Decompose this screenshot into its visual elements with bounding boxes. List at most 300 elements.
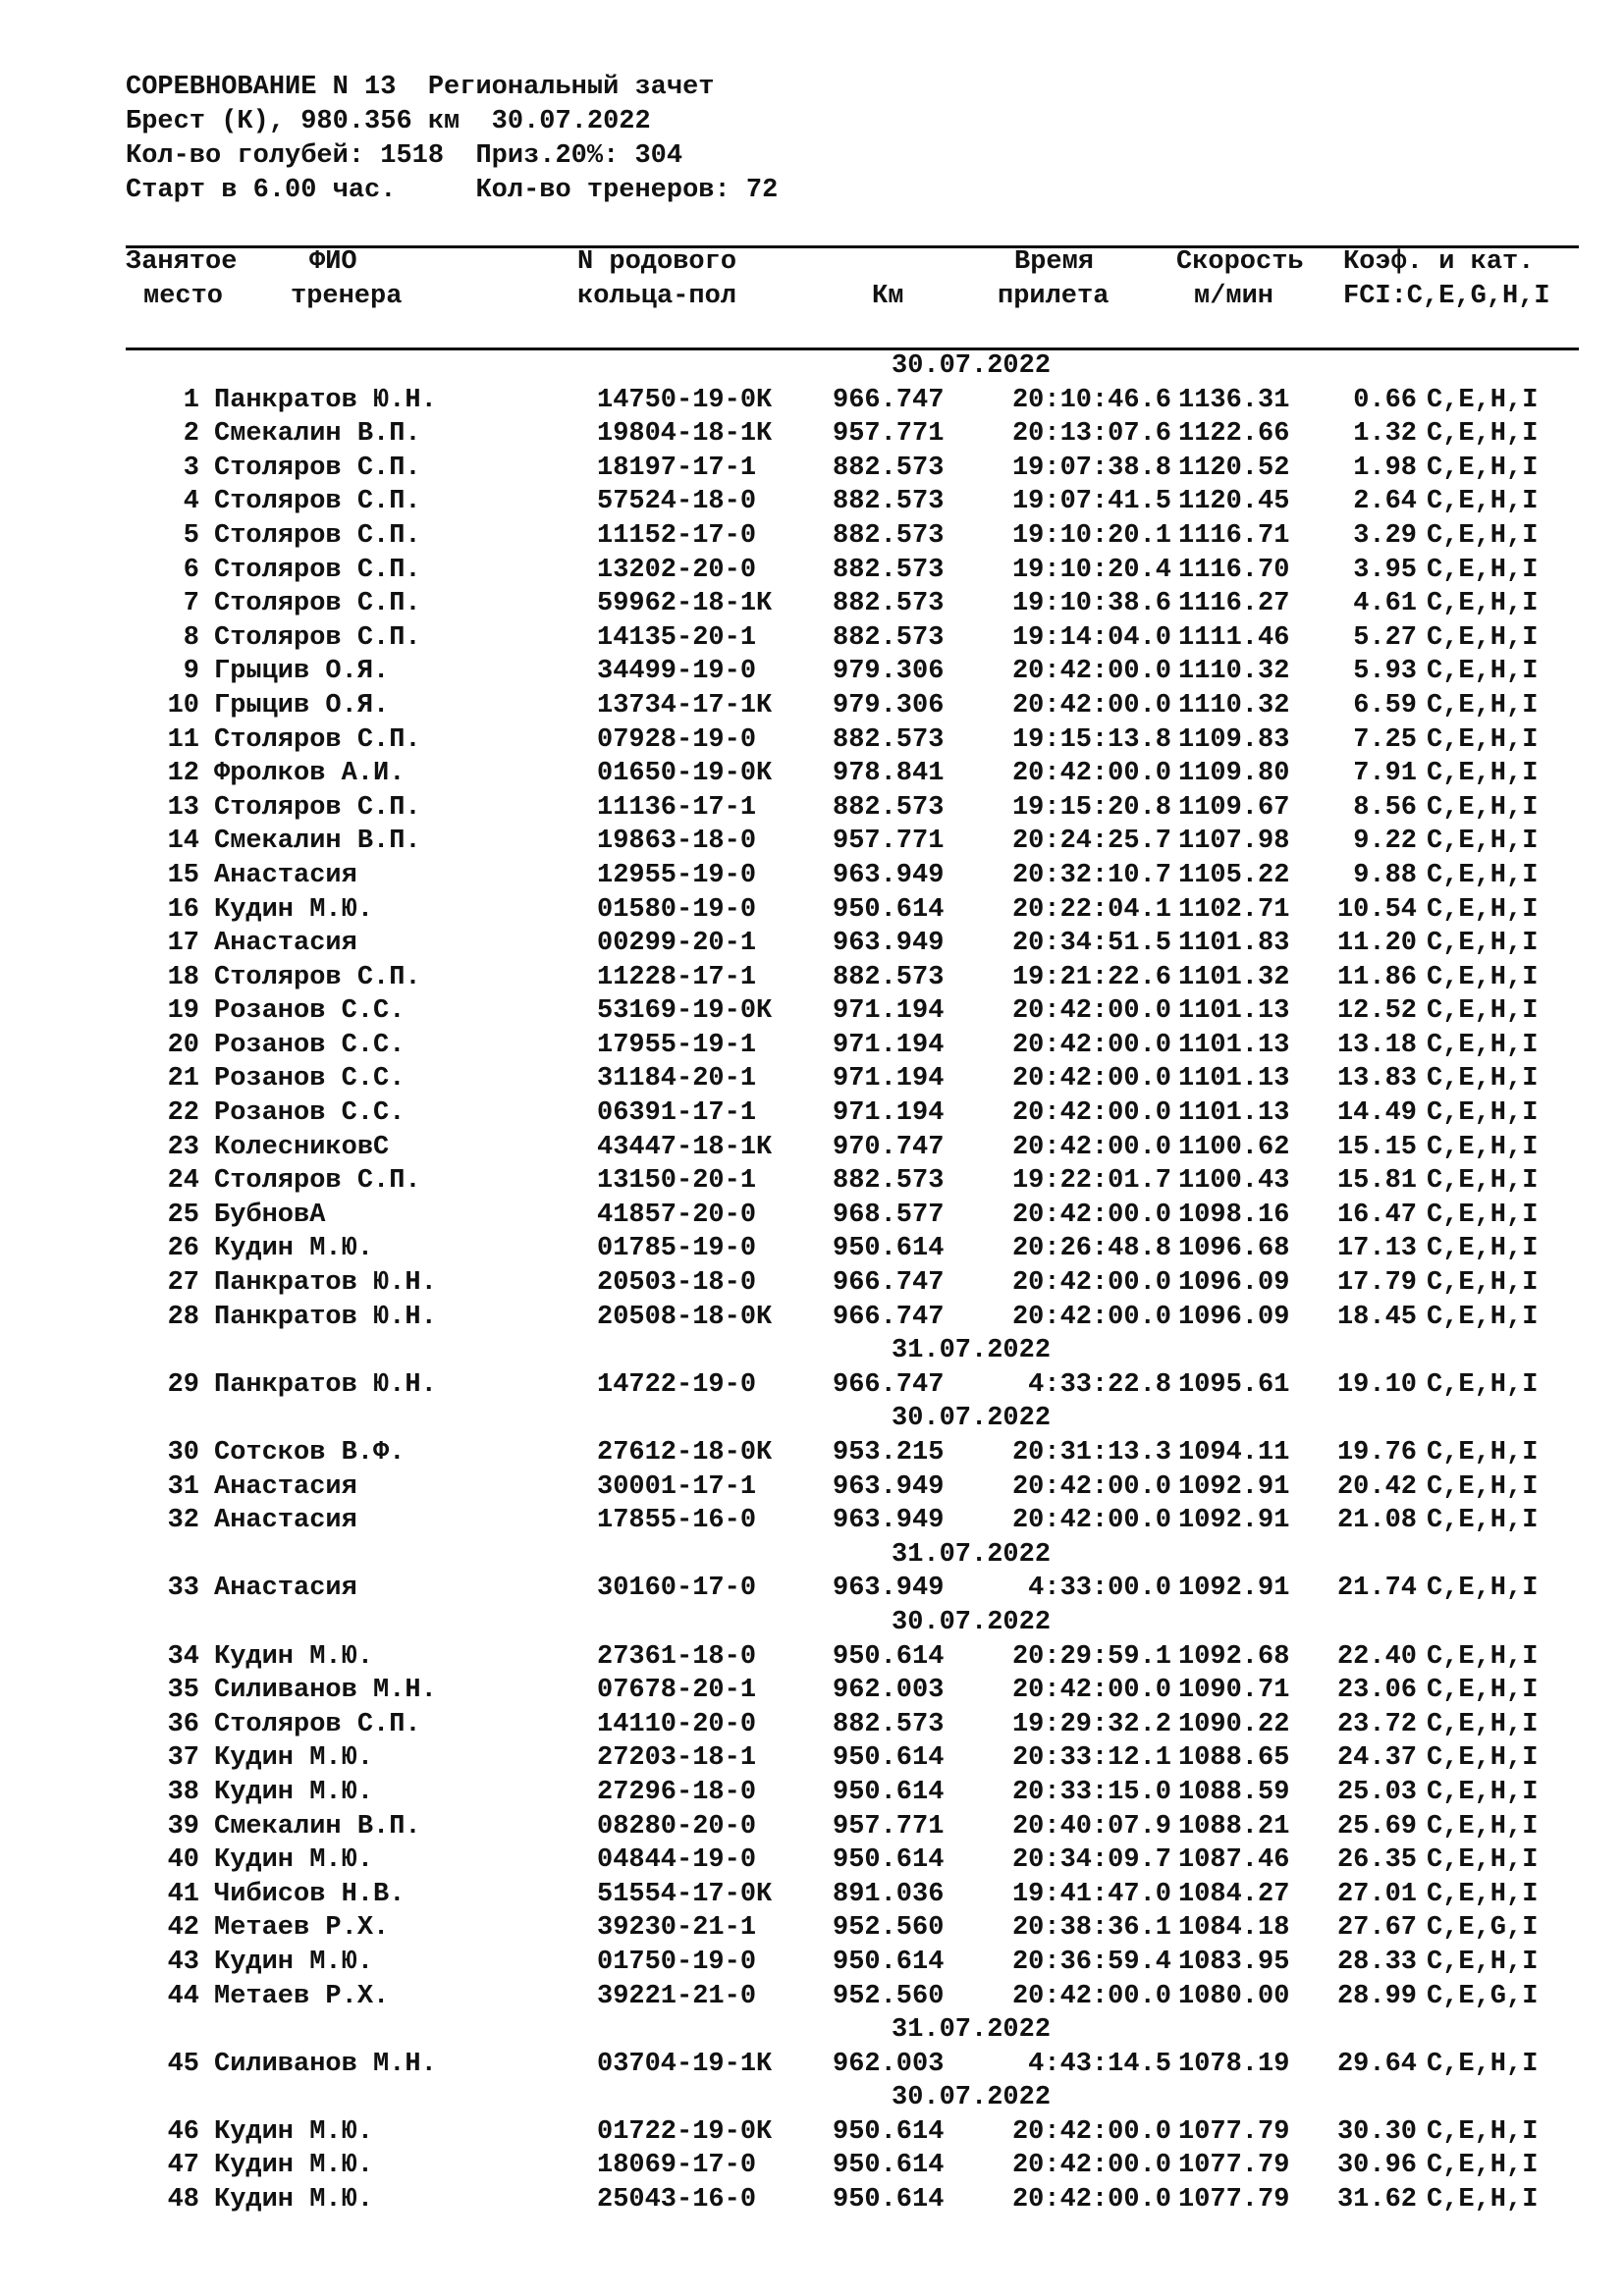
coefficient-cell: 14.49 bbox=[1336, 1098, 1417, 1129]
place-cell: 37 bbox=[167, 1743, 199, 1774]
arrival-time-cell: 19:14:04.0 bbox=[1011, 622, 1171, 653]
col-speed-header-2: м/мин bbox=[1194, 282, 1274, 311]
ring-number-cell: 39221-21-0 bbox=[597, 1981, 757, 2011]
coefficient-cell: 18.45 bbox=[1336, 1302, 1417, 1332]
place-cell: 31 bbox=[167, 1471, 199, 1502]
distance-cell: 963.949 bbox=[833, 1506, 945, 1536]
trainer-name-cell: Столяров С.П. bbox=[214, 589, 421, 619]
date-separator: 30.07.2022 bbox=[892, 1607, 1052, 1637]
speed-cell: 1092.91 bbox=[1178, 1574, 1290, 1604]
trainer-name-cell: Розанов С.С. bbox=[214, 996, 406, 1027]
ring-number-cell: 18069-17-0 bbox=[597, 2151, 757, 2181]
distance-cell: 962.003 bbox=[833, 1676, 945, 1706]
category-cell: C,E,H,I bbox=[1427, 1506, 1539, 1536]
distance-cell: 957.771 bbox=[833, 827, 945, 857]
trainer-name-cell: Анастасия bbox=[214, 860, 357, 890]
category-cell: C,E,H,I bbox=[1427, 555, 1539, 585]
arrival-time-cell: 20:42:00.0 bbox=[1011, 759, 1171, 789]
ring-number-cell: 17955-19-1 bbox=[597, 1030, 757, 1060]
date-separator-row bbox=[126, 1334, 1579, 1368]
results-table bbox=[126, 349, 1579, 2217]
place-cell: 15 bbox=[167, 860, 199, 890]
ring-number-cell: 27296-18-0 bbox=[597, 1777, 757, 1807]
table-row bbox=[126, 1980, 1579, 2014]
distance-cell: 963.949 bbox=[833, 1471, 945, 1502]
date-separator-row bbox=[126, 2013, 1579, 2048]
ring-number-cell: 13734-17-1К bbox=[597, 690, 773, 721]
arrival-time-cell: 20:33:15.0 bbox=[1011, 1777, 1171, 1807]
speed-cell: 1098.16 bbox=[1178, 1200, 1290, 1230]
speed-cell: 1122.66 bbox=[1178, 419, 1290, 450]
speed-cell: 1092.68 bbox=[1178, 1641, 1290, 1672]
distance-cell: 963.949 bbox=[833, 929, 945, 959]
trainer-name-cell: КолесниковС bbox=[214, 1132, 390, 1162]
category-cell: C,E,H,I bbox=[1427, 1064, 1539, 1095]
coefficient-cell: 30.96 bbox=[1336, 2151, 1417, 2181]
arrival-time-cell: 20:42:00.0 bbox=[1011, 2151, 1171, 2181]
speed-cell: 1077.79 bbox=[1178, 2185, 1290, 2216]
trainer-name-cell: Чибисов Н.В. bbox=[214, 1879, 406, 1909]
place-cell: 20 bbox=[167, 1030, 199, 1060]
arrival-time-cell: 20:26:48.8 bbox=[1011, 1234, 1171, 1264]
distance-cell: 971.194 bbox=[833, 1064, 945, 1095]
col-coef-header-1: Коэф. и кат. bbox=[1343, 247, 1535, 277]
arrival-time-cell: 20:42:00.0 bbox=[1011, 1030, 1171, 1060]
place-cell: 21 bbox=[167, 1064, 199, 1095]
coefficient-cell: 5.93 bbox=[1353, 657, 1417, 687]
distance-cell: 979.306 bbox=[833, 690, 945, 721]
arrival-time-cell: 19:29:32.2 bbox=[1011, 1709, 1171, 1739]
date-separator-row bbox=[126, 1538, 1579, 1573]
ring-number-cell: 57524-18-0 bbox=[597, 487, 757, 517]
category-cell: C,E,H,I bbox=[1427, 1811, 1539, 1842]
trainer-name-cell: Сотсков В.Ф. bbox=[214, 1438, 406, 1468]
column-headers bbox=[126, 245, 1579, 314]
distance-cell: 882.573 bbox=[833, 555, 945, 585]
place-cell: 48 bbox=[167, 2185, 199, 2216]
category-cell: C,E,H,I bbox=[1427, 1369, 1539, 1400]
distance-cell: 957.771 bbox=[833, 419, 945, 450]
distance-cell: 950.614 bbox=[833, 2116, 945, 2147]
coefficient-cell: 23.72 bbox=[1336, 1709, 1417, 1739]
coefficient-cell: 0.66 bbox=[1353, 385, 1417, 415]
category-cell: C,E,H,I bbox=[1427, 894, 1539, 925]
arrival-time-cell: 19:10:20.1 bbox=[1011, 520, 1171, 551]
table-row bbox=[126, 1131, 1579, 1165]
distance-cell: 882.573 bbox=[833, 792, 945, 823]
trainer-name-cell: Панкратов Ю.Н. bbox=[214, 1369, 437, 1400]
coefficient-cell: 25.69 bbox=[1336, 1811, 1417, 1842]
coefficient-cell: 19.10 bbox=[1336, 1369, 1417, 1400]
speed-cell: 1096.09 bbox=[1178, 1302, 1290, 1332]
coefficient-cell: 3.95 bbox=[1353, 555, 1417, 585]
place-cell: 43 bbox=[167, 1947, 199, 1977]
category-cell: C,E,H,I bbox=[1427, 1302, 1539, 1332]
distance-cell: 882.573 bbox=[833, 622, 945, 653]
ring-number-cell: 13202-20-0 bbox=[597, 555, 757, 585]
distance-cell: 950.614 bbox=[833, 894, 945, 925]
arrival-time-cell: 20:42:00.0 bbox=[1011, 1200, 1171, 1230]
trainer-name-cell: Розанов С.С. bbox=[214, 1064, 406, 1095]
trainer-name-cell: Метаев Р.Х. bbox=[214, 1981, 390, 2011]
date-separator: 30.07.2022 bbox=[892, 1404, 1052, 1434]
table-row bbox=[126, 1504, 1579, 1538]
coefficient-cell: 22.40 bbox=[1336, 1641, 1417, 1672]
category-cell: C,E,H,I bbox=[1427, 1166, 1539, 1197]
place-cell: 38 bbox=[167, 1777, 199, 1807]
date-separator: 31.07.2022 bbox=[892, 1336, 1052, 1366]
table-row bbox=[126, 1911, 1579, 1946]
distance-cell: 963.949 bbox=[833, 860, 945, 890]
coefficient-cell: 7.25 bbox=[1353, 724, 1417, 755]
distance-cell: 966.747 bbox=[833, 1302, 945, 1332]
coefficient-cell: 17.13 bbox=[1336, 1234, 1417, 1264]
category-cell: C,E,H,I bbox=[1427, 996, 1539, 1027]
coefficient-cell: 10.54 bbox=[1336, 894, 1417, 925]
coefficient-cell: 26.35 bbox=[1336, 1845, 1417, 1876]
table-row bbox=[126, 655, 1579, 689]
trainer-name-cell: Розанов С.С. bbox=[214, 1030, 406, 1060]
trainer-name-cell: Смекалин В.П. bbox=[214, 419, 421, 450]
col-time-header-1: Время bbox=[1014, 247, 1095, 277]
coefficient-cell: 1.32 bbox=[1353, 419, 1417, 450]
speed-cell: 1090.22 bbox=[1178, 1709, 1290, 1739]
trainer-name-cell: Анастасия bbox=[214, 1471, 357, 1502]
table-row bbox=[126, 1810, 1579, 1844]
category-cell: C,E,H,I bbox=[1427, 419, 1539, 450]
place-cell: 44 bbox=[167, 1981, 199, 2011]
arrival-time-cell: 20:42:00.0 bbox=[1011, 1676, 1171, 1706]
place-cell: 35 bbox=[167, 1676, 199, 1706]
arrival-time-cell: 20:13:07.6 bbox=[1011, 419, 1171, 450]
trainer-name-cell: Фролков А.И. bbox=[214, 759, 406, 789]
table-row bbox=[126, 1029, 1579, 1063]
category-cell: C,E,H,I bbox=[1427, 589, 1539, 619]
coefficient-cell: 24.37 bbox=[1336, 1743, 1417, 1774]
distance-cell: 971.194 bbox=[833, 1098, 945, 1129]
speed-cell: 1109.83 bbox=[1178, 724, 1290, 755]
ring-number-cell: 14750-19-0К bbox=[597, 385, 773, 415]
ring-number-cell: 11228-17-1 bbox=[597, 962, 757, 992]
place-cell: 34 bbox=[167, 1641, 199, 1672]
speed-cell: 1101.83 bbox=[1178, 929, 1290, 959]
table-row bbox=[126, 554, 1579, 588]
category-cell: C,E,H,I bbox=[1427, 2151, 1539, 2181]
arrival-time-cell: 19:41:47.0 bbox=[1011, 1879, 1171, 1909]
table-row bbox=[126, 452, 1579, 486]
col-coef-header-2: FCI:C,E,G,H,I bbox=[1343, 282, 1550, 311]
distance-cell: 952.560 bbox=[833, 1913, 945, 1944]
speed-cell: 1096.68 bbox=[1178, 1234, 1290, 1264]
arrival-time-cell: 20:38:36.1 bbox=[1011, 1913, 1171, 1944]
coefficient-cell: 1.98 bbox=[1353, 453, 1417, 483]
category-cell: C,E,H,I bbox=[1427, 1879, 1539, 1909]
table-row bbox=[126, 2183, 1579, 2217]
ring-number-cell: 08280-20-0 bbox=[597, 1811, 757, 1842]
speed-cell: 1090.71 bbox=[1178, 1676, 1290, 1706]
category-cell: C,E,H,I bbox=[1427, 929, 1539, 959]
arrival-time-cell: 20:31:13.3 bbox=[1011, 1438, 1171, 1468]
trainer-name-cell: Панкратов Ю.Н. bbox=[214, 1302, 437, 1332]
table-row bbox=[126, 1301, 1579, 1335]
table-row bbox=[126, 1674, 1579, 1708]
distance-cell: 950.614 bbox=[833, 1743, 945, 1774]
trainer-name-cell: Столяров С.П. bbox=[214, 487, 421, 517]
table-row bbox=[126, 587, 1579, 621]
arrival-time-cell: 19:07:38.8 bbox=[1011, 453, 1171, 483]
coefficient-cell: 15.15 bbox=[1336, 1132, 1417, 1162]
ring-number-cell: 14110-20-0 bbox=[597, 1709, 757, 1739]
category-cell: C,E,H,I bbox=[1427, 792, 1539, 823]
place-cell: 7 bbox=[183, 589, 199, 619]
place-cell: 19 bbox=[167, 996, 199, 1027]
speed-cell: 1101.13 bbox=[1178, 1030, 1290, 1060]
trainer-name-cell: Смекалин В.П. bbox=[214, 827, 421, 857]
ring-number-cell: 11152-17-0 bbox=[597, 520, 757, 551]
place-cell: 11 bbox=[167, 724, 199, 755]
ring-number-cell: 25043-16-0 bbox=[597, 2185, 757, 2216]
coefficient-cell: 8.56 bbox=[1353, 792, 1417, 823]
coefficient-cell: 27.01 bbox=[1336, 1879, 1417, 1909]
distance-cell: 950.614 bbox=[833, 1845, 945, 1876]
start-time: Старт в 6.00 час. Кол-во тренеров: 72 bbox=[126, 176, 779, 205]
speed-cell: 1101.13 bbox=[1178, 1098, 1290, 1129]
speed-cell: 1088.65 bbox=[1178, 1743, 1290, 1774]
coefficient-cell: 25.03 bbox=[1336, 1777, 1417, 1807]
coefficient-cell: 9.22 bbox=[1353, 827, 1417, 857]
ring-number-cell: 17855-16-0 bbox=[597, 1506, 757, 1536]
table-row bbox=[126, 1708, 1579, 1742]
trainer-name-cell: Столяров С.П. bbox=[214, 520, 421, 551]
category-cell: C,E,H,I bbox=[1427, 1200, 1539, 1230]
coefficient-cell: 11.86 bbox=[1336, 962, 1417, 992]
place-cell: 41 bbox=[167, 1879, 199, 1909]
category-cell: C,E,H,I bbox=[1427, 2049, 1539, 2079]
ring-number-cell: 01650-19-0К bbox=[597, 759, 773, 789]
place-cell: 12 bbox=[167, 759, 199, 789]
distance-cell: 966.747 bbox=[833, 385, 945, 415]
trainer-name-cell: Панкратов Ю.Н. bbox=[214, 385, 437, 415]
arrival-time-cell: 20:22:04.1 bbox=[1011, 894, 1171, 925]
distance-cell: 979.306 bbox=[833, 657, 945, 687]
coefficient-cell: 19.76 bbox=[1336, 1438, 1417, 1468]
ring-number-cell: 30160-17-0 bbox=[597, 1574, 757, 1604]
place-cell: 29 bbox=[167, 1369, 199, 1400]
table-row bbox=[126, 893, 1579, 928]
arrival-time-cell: 19:15:13.8 bbox=[1011, 724, 1171, 755]
table-row bbox=[126, 927, 1579, 961]
arrival-time-cell: 20:34:51.5 bbox=[1011, 929, 1171, 959]
ring-number-cell: 13150-20-1 bbox=[597, 1166, 757, 1197]
ring-number-cell: 30001-17-1 bbox=[597, 1471, 757, 1502]
speed-cell: 1088.59 bbox=[1178, 1777, 1290, 1807]
place-cell: 9 bbox=[183, 657, 199, 687]
ring-number-cell: 07928-19-0 bbox=[597, 724, 757, 755]
distance-cell: 882.573 bbox=[833, 520, 945, 551]
trainer-name-cell: Столяров С.П. bbox=[214, 1166, 421, 1197]
ring-number-cell: 43447-18-1К bbox=[597, 1132, 773, 1162]
table-row bbox=[126, 1164, 1579, 1199]
trainer-name-cell: Кудин М.Ю. bbox=[214, 894, 374, 925]
coefficient-cell: 12.52 bbox=[1336, 996, 1417, 1027]
speed-cell: 1109.67 bbox=[1178, 792, 1290, 823]
distance-cell: 882.573 bbox=[833, 1166, 945, 1197]
arrival-time-cell: 20:32:10.7 bbox=[1011, 860, 1171, 890]
trainer-name-cell: Силиванов М.Н. bbox=[214, 1676, 437, 1706]
trainer-name-cell: Столяров С.П. bbox=[214, 622, 421, 653]
arrival-time-cell: 19:15:20.8 bbox=[1011, 792, 1171, 823]
ring-number-cell: 19863-18-0 bbox=[597, 827, 757, 857]
coefficient-cell: 11.20 bbox=[1336, 929, 1417, 959]
coefficient-cell: 30.30 bbox=[1336, 2116, 1417, 2147]
speed-cell: 1078.19 bbox=[1178, 2049, 1290, 2079]
col-place-header-1: Занятое bbox=[126, 247, 238, 277]
ring-number-cell: 20508-18-0К bbox=[597, 1302, 773, 1332]
arrival-time-cell: 4:43:14.5 bbox=[1028, 2049, 1171, 2079]
arrival-time-cell: 19:10:20.4 bbox=[1011, 555, 1171, 585]
category-cell: C,E,H,I bbox=[1427, 1234, 1539, 1264]
arrival-time-cell: 20:36:59.4 bbox=[1011, 1947, 1171, 1977]
speed-cell: 1095.61 bbox=[1178, 1369, 1290, 1400]
speed-cell: 1107.98 bbox=[1178, 827, 1290, 857]
place-cell: 24 bbox=[167, 1166, 199, 1197]
trainer-name-cell: Столяров С.П. bbox=[214, 962, 421, 992]
trainer-name-cell: Столяров С.П. bbox=[214, 453, 421, 483]
arrival-time-cell: 20:42:00.0 bbox=[1011, 2185, 1171, 2216]
coefficient-cell: 27.67 bbox=[1336, 1913, 1417, 1944]
distance-cell: 950.614 bbox=[833, 2185, 945, 2216]
col-ring-header-1: N родового bbox=[577, 247, 737, 277]
table-row bbox=[126, 1843, 1579, 1878]
place-cell: 42 bbox=[167, 1913, 199, 1944]
trainer-name-cell: Смекалин В.П. bbox=[214, 1811, 421, 1842]
speed-cell: 1084.27 bbox=[1178, 1879, 1290, 1909]
distance-cell: 882.573 bbox=[833, 453, 945, 483]
table-row bbox=[126, 2149, 1579, 2183]
category-cell: C,E,H,I bbox=[1427, 2116, 1539, 2147]
arrival-time-cell: 20:42:00.0 bbox=[1011, 1098, 1171, 1129]
speed-cell: 1083.95 bbox=[1178, 1947, 1290, 1977]
distance-cell: 978.841 bbox=[833, 759, 945, 789]
place-cell: 16 bbox=[167, 894, 199, 925]
arrival-time-cell: 20:42:00.0 bbox=[1011, 2116, 1171, 2147]
speed-cell: 1101.13 bbox=[1178, 996, 1290, 1027]
ring-number-cell: 20503-18-0 bbox=[597, 1268, 757, 1299]
col-name-header-1: ФИО bbox=[309, 247, 357, 277]
category-cell: C,E,H,I bbox=[1427, 622, 1539, 653]
trainer-name-cell: Кудин М.Ю. bbox=[214, 1234, 374, 1264]
category-cell: C,E,H,I bbox=[1427, 385, 1539, 415]
trainer-name-cell: БубновА bbox=[214, 1200, 326, 1230]
place-cell: 27 bbox=[167, 1268, 199, 1299]
speed-cell: 1088.21 bbox=[1178, 1811, 1290, 1842]
speed-cell: 1105.22 bbox=[1178, 860, 1290, 890]
speed-cell: 1084.18 bbox=[1178, 1913, 1290, 1944]
arrival-time-cell: 20:40:07.9 bbox=[1011, 1811, 1171, 1842]
coefficient-cell: 13.83 bbox=[1336, 1064, 1417, 1095]
trainer-name-cell: Анастасия bbox=[214, 929, 357, 959]
date-separator-row bbox=[126, 2081, 1579, 2115]
arrival-time-cell: 20:42:00.0 bbox=[1011, 996, 1171, 1027]
table-row bbox=[126, 994, 1579, 1029]
table-row bbox=[126, 384, 1579, 418]
distance-cell: 882.573 bbox=[833, 589, 945, 619]
ring-number-cell: 34499-19-0 bbox=[597, 657, 757, 687]
ring-number-cell: 01785-19-0 bbox=[597, 1234, 757, 1264]
category-cell: C,E,H,I bbox=[1427, 860, 1539, 890]
arrival-time-cell: 20:42:00.0 bbox=[1011, 1981, 1171, 2011]
trainer-name-cell: Метаев Р.Х. bbox=[214, 1913, 390, 1944]
trainer-name-cell: Кудин М.Ю. bbox=[214, 1641, 374, 1672]
category-cell: C,E,G,I bbox=[1427, 1981, 1539, 2011]
ring-number-cell: 03704-19-1К bbox=[597, 2049, 773, 2079]
speed-cell: 1110.32 bbox=[1178, 690, 1290, 721]
ring-number-cell: 00299-20-1 bbox=[597, 929, 757, 959]
date-separator: 30.07.2022 bbox=[892, 351, 1052, 381]
col-time-header-2: прилета bbox=[998, 282, 1110, 311]
coefficient-cell: 23.06 bbox=[1336, 1676, 1417, 1706]
distance-cell: 971.194 bbox=[833, 1030, 945, 1060]
ring-number-cell: 41857-20-0 bbox=[597, 1200, 757, 1230]
speed-cell: 1111.46 bbox=[1178, 622, 1290, 653]
distance-cell: 891.036 bbox=[833, 1879, 945, 1909]
coefficient-cell: 31.62 bbox=[1336, 2185, 1417, 2216]
ring-number-cell: 12955-19-0 bbox=[597, 860, 757, 890]
col-ring-header-2: кольца-пол bbox=[577, 282, 737, 311]
place-cell: 3 bbox=[183, 453, 199, 483]
col-name-header-2: тренера bbox=[291, 282, 403, 311]
table-row bbox=[126, 1368, 1579, 1403]
coefficient-cell: 15.81 bbox=[1336, 1166, 1417, 1197]
trainer-name-cell: Грыцив О.Я. bbox=[214, 657, 390, 687]
table-row bbox=[126, 1096, 1579, 1131]
distance-cell: 968.577 bbox=[833, 1200, 945, 1230]
table-row bbox=[126, 1470, 1579, 1505]
speed-cell: 1120.45 bbox=[1178, 487, 1290, 517]
ring-number-cell: 18197-17-1 bbox=[597, 453, 757, 483]
table-row bbox=[126, 723, 1579, 758]
place-cell: 45 bbox=[167, 2049, 199, 2079]
speed-cell: 1080.00 bbox=[1178, 1981, 1290, 2011]
category-cell: C,E,H,I bbox=[1427, 1098, 1539, 1129]
place-cell: 4 bbox=[183, 487, 199, 517]
trainer-name-cell: Столяров С.П. bbox=[214, 724, 421, 755]
results-document bbox=[126, 71, 1579, 2216]
category-cell: C,E,H,I bbox=[1427, 2185, 1539, 2216]
speed-cell: 1077.79 bbox=[1178, 2116, 1290, 2147]
distance-cell: 970.747 bbox=[833, 1132, 945, 1162]
trainer-name-cell: Кудин М.Ю. bbox=[214, 1777, 374, 1807]
place-cell: 22 bbox=[167, 1098, 199, 1129]
table-row bbox=[126, 519, 1579, 554]
arrival-time-cell: 20:42:00.0 bbox=[1011, 1268, 1171, 1299]
speed-cell: 1102.71 bbox=[1178, 894, 1290, 925]
table-row bbox=[126, 1878, 1579, 1912]
ring-number-cell: 01580-19-0 bbox=[597, 894, 757, 925]
table-row bbox=[126, 689, 1579, 723]
speed-cell: 1094.11 bbox=[1178, 1438, 1290, 1468]
table-row bbox=[126, 2115, 1579, 2150]
place-cell: 25 bbox=[167, 1200, 199, 1230]
trainer-name-cell: Столяров С.П. bbox=[214, 1709, 421, 1739]
place-cell: 2 bbox=[183, 419, 199, 450]
arrival-time-cell: 19:21:22.6 bbox=[1011, 962, 1171, 992]
coefficient-cell: 5.27 bbox=[1353, 622, 1417, 653]
category-cell: C,E,H,I bbox=[1427, 827, 1539, 857]
ring-number-cell: 01722-19-0К bbox=[597, 2116, 773, 2147]
ring-number-cell: 04844-19-0 bbox=[597, 1845, 757, 1876]
speed-cell: 1092.91 bbox=[1178, 1506, 1290, 1536]
